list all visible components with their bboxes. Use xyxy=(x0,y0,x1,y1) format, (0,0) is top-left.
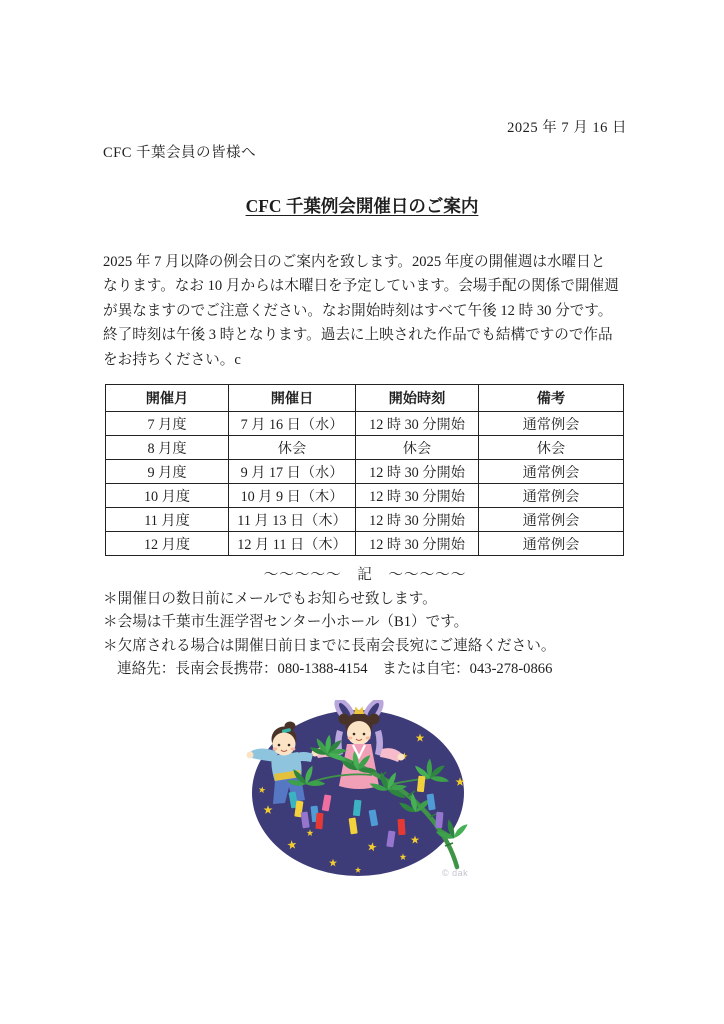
note-item: ＊欠席される場合は開催日前日までに長南会長宛にご連絡ください。 xyxy=(103,637,556,654)
cell-time: 12 時 30 分開始 xyxy=(356,412,479,436)
schedule-table xyxy=(105,384,624,556)
cell-remark: 通常例会 xyxy=(479,484,624,508)
body-line: 終了時刻は午後 3 時となります。過去に上映された作品でも結構ですので作品 xyxy=(103,327,613,344)
body-line: をお持ちください。c xyxy=(103,351,241,368)
cell-month: 8 月度 xyxy=(106,436,229,460)
cell-time: 12 時 30 分開始 xyxy=(356,508,479,532)
col-header-time: 開始時刻 xyxy=(356,385,479,412)
cell-month: 9 月度 xyxy=(106,460,229,484)
addressee-line: CFC 千葉会員の皆様へ xyxy=(103,145,257,161)
tanabata-illustration xyxy=(240,700,480,895)
table-row xyxy=(106,436,624,460)
cell-remark: 休会 xyxy=(479,436,624,460)
tanabata-illustration-svg xyxy=(240,700,480,895)
table-row xyxy=(106,508,624,532)
body-paragraph xyxy=(103,250,627,372)
note-item: ＊開催日の数日前にメールでもお知らせ致します。 xyxy=(103,590,437,607)
col-header-month: 開催月 xyxy=(106,385,229,412)
table-row xyxy=(106,532,624,556)
body-line: 2025 年 7 月以降の例会日のご案内を致します。2025 年度の開催週は水曜日と xyxy=(103,254,606,270)
table-row xyxy=(106,412,624,436)
cell-date: 7 月 16 日（水） xyxy=(229,412,356,436)
col-header-date: 開催日 xyxy=(229,385,356,412)
cell-date: 9 月 17 日（水） xyxy=(229,460,356,484)
note-item: ＊会場は千葉市生涯学習センター小ホール（B1）です。 xyxy=(103,614,469,630)
body-line: が異なますのでご注意ください。なお開始時刻はすべて午後 12 時 30 分です。 xyxy=(103,302,613,319)
cell-date: 12 月 11 日（木） xyxy=(229,532,356,556)
cell-month: 12 月度 xyxy=(106,532,229,556)
contact-line: 連絡先：長南会長携帯：080-1388-4154 または自宅：043-278-0866 xyxy=(117,661,553,677)
body-line: なります。なお 10 月からは木曜日を予定しています。会場手配の関係で開催週 xyxy=(103,278,619,295)
watermark: © dak xyxy=(442,868,469,878)
cell-month: 10 月度 xyxy=(106,484,229,508)
document-title xyxy=(0,193,724,218)
table-header-row xyxy=(106,385,624,412)
cell-remark: 通常例会 xyxy=(479,508,624,532)
document-date: 2025 年 7 月 16 日 xyxy=(507,120,627,136)
notes-heading: ～～～～～ 記 ～～～～～ xyxy=(263,567,467,583)
cell-time: 12 時 30 分開始 xyxy=(356,532,479,556)
cell-month: 7 月度 xyxy=(106,412,229,436)
cell-remark: 通常例会 xyxy=(479,460,624,484)
document-title-text: CFC 千葉例会開催日のご案内 xyxy=(245,196,479,216)
cell-date: 11 月 13 日（木） xyxy=(229,508,356,532)
cell-remark: 通常例会 xyxy=(479,532,624,556)
cell-date: 休会 xyxy=(229,436,356,460)
table-row xyxy=(106,484,624,508)
cell-month: 11 月度 xyxy=(106,508,229,532)
cell-date: 10 月 9 日（木） xyxy=(229,484,356,508)
cell-time: 12 時 30 分開始 xyxy=(356,460,479,484)
notes-section xyxy=(103,564,627,682)
cell-time: 12 時 30 分開始 xyxy=(356,484,479,508)
col-header-remark: 備考 xyxy=(479,385,624,412)
table-row xyxy=(106,460,624,484)
cell-time: 休会 xyxy=(356,436,479,460)
cell-remark: 通常例会 xyxy=(479,412,624,436)
